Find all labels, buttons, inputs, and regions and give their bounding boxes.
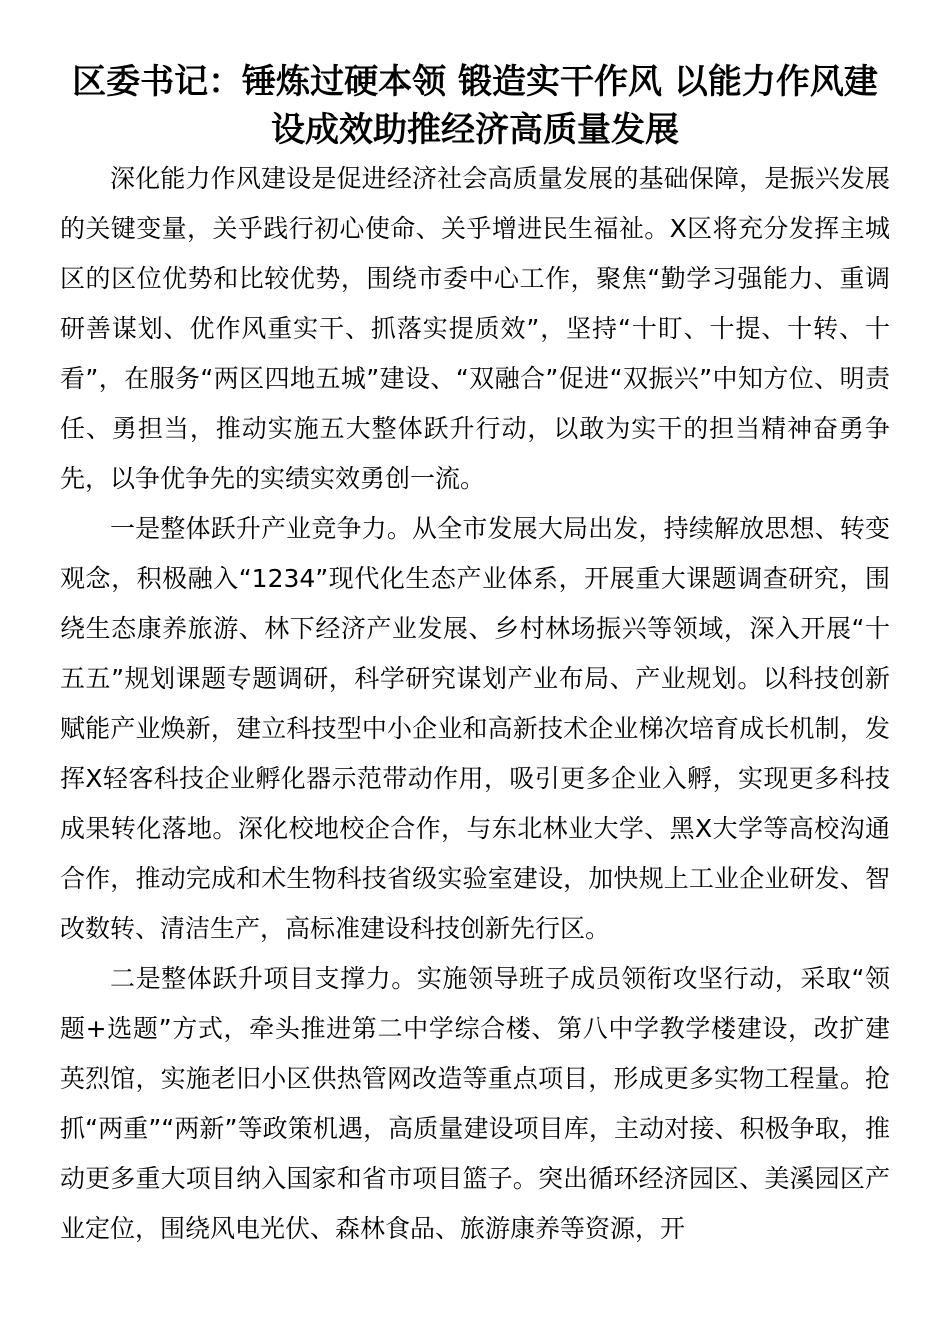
- intro-paragraph: 深化能力作风建设是促进经济社会高质量发展的基础保障，是振兴发展的关键变量，关乎践行初心使命、关乎增进民生福祉。X区将充分发挥主城区的区位优势和比较优势，围绕市委中心工作，聚焦“勤学习强能力、重调研善谋划、优作风重实干、抓落实提质效”，坚持“十盯、十提、十转、十看”，在服务“两区四地五城”建设、“双融合”促进“双振兴”中知方位、明责任、勇担当，推动实施五大整体跃升行动，以敢为实干的担当精神奋勇争先，以争优争先的实绩实效勇创一流。: [60, 164, 890, 493]
- document-title: 区委书记：锤炼过硬本领 锻造实干作风 以能力作风建设成效助推经济高质量发展: [72, 62, 878, 150]
- project-support-paragraph: 二是整体跃升项目支撑力。实施领导班子成员领衔攻坚行动，采取“领题+选题”方式，牵头推进第二中学综合楼、第八中学教学楼建设，改扩建英烈馆，实施老旧小区供热管网改造等重点项目，形成更多实物工程量。抢抓“两重”“两新”等政策机遇，高质量建设项目库，主动对接、积极争取，推动更多重大项目纳入国家和省市项目篮子。突出循环经济园区、美溪园区产业定位，围绕风电光伏、森林食品、旅游康养等资源，开: [60, 964, 890, 1243]
- industry-competitiveness-paragraph: 一是整体跃升产业竞争力。从全市发展大局出发，持续解放思想、转变观念，积极融入“1234”现代化生态产业体系，开展重大课题调查研究，围绕生态康养旅游、林下经济产业发展、乡村林场振兴等领域，深入开展“十五五”规划课题专题调研，科学研究谋划产业布局、产业规划。以科技创新赋能产业焕新，建立科技型中小企业和高新技术企业梯次培育成长机制，发挥X轻客科技企业孵化器示范带动作用，吸引更多企业入孵，实现更多科技成果转化落地。深化校地校企合作，与东北林业大学、黑X大学等高校沟通合作，推动完成和术生物科技省级实验室建设，加快规上工业企业研发、智改数转、清洁生产，高标准建设科技创新先行区。: [60, 514, 890, 943]
